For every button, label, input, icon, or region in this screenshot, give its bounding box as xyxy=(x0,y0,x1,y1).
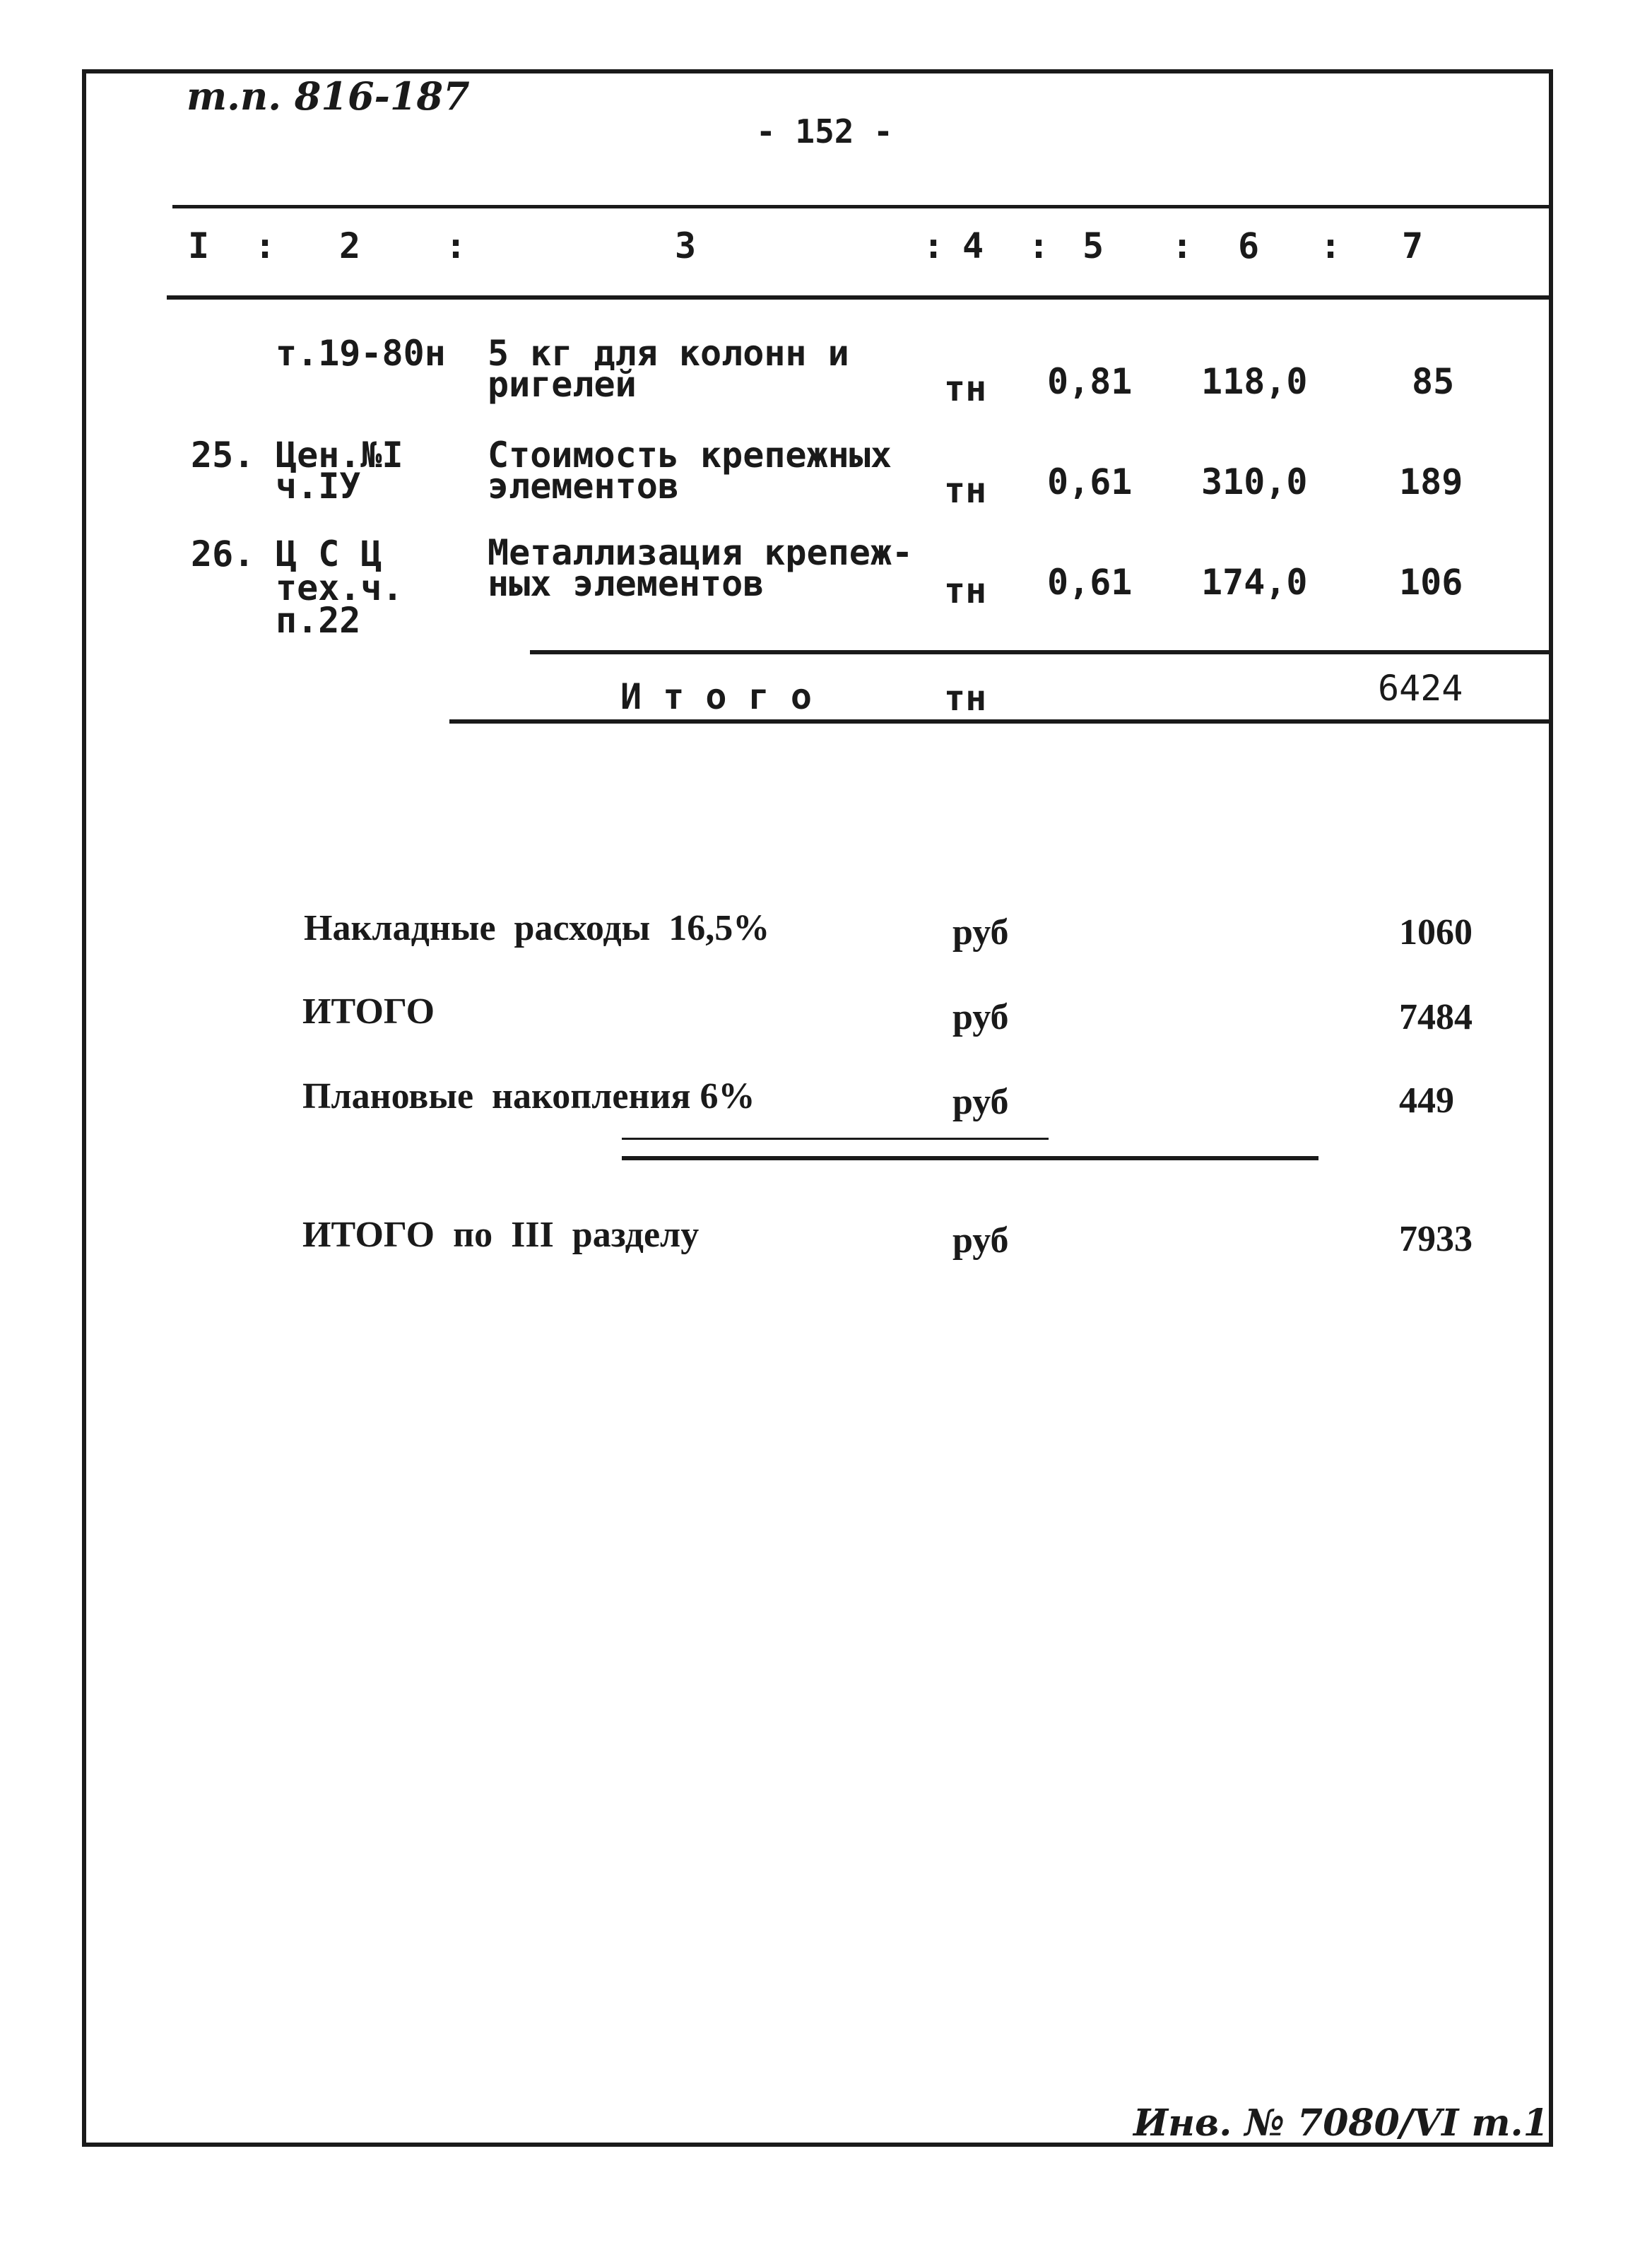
row-total: 85 xyxy=(1412,361,1455,402)
row-unit: тн xyxy=(944,570,987,611)
row-number: 25. xyxy=(191,435,255,476)
subtotal-value: 6424 xyxy=(1378,668,1463,709)
subtotal-label: И т о г о xyxy=(620,676,812,717)
subtotal-unit: тн xyxy=(944,678,987,719)
column-separator: : xyxy=(254,225,276,266)
row-qty: 0,61 xyxy=(1047,461,1133,502)
column-header-7: 7 xyxy=(1402,225,1424,266)
summary-unit: руб xyxy=(952,997,1009,1037)
summary-label: ИТОГО xyxy=(302,991,435,1032)
header-top-rule xyxy=(172,205,1553,208)
row-name-line: элементов xyxy=(488,466,679,507)
row-name-line: Металлизация крепеж- xyxy=(488,532,914,573)
row-name-line: 5 кг для колонн и xyxy=(488,333,849,374)
summary-thin-rule xyxy=(622,1138,1049,1140)
summary-label: Накладные расходы 16,5% xyxy=(304,908,770,948)
column-header-4: 4 xyxy=(962,225,984,266)
summary-thick-rule xyxy=(622,1156,1318,1160)
row-total: 106 xyxy=(1399,562,1463,603)
inventory-note: Инв. № 7080/VI т.1 xyxy=(1133,2102,1549,2145)
summary-label: Плановые накопления 6% xyxy=(302,1076,755,1116)
row-code: тех.ч. xyxy=(276,567,403,608)
column-separator: : xyxy=(1172,225,1193,266)
document-reference: т.п. 816-187 xyxy=(187,73,470,119)
header-bottom-rule xyxy=(167,295,1553,300)
row-price: 118,0 xyxy=(1201,361,1308,402)
row-name-line: ригелей xyxy=(488,364,637,405)
summary-value: 7933 xyxy=(1399,1219,1473,1259)
row-code: п.22 xyxy=(276,600,361,641)
summary-unit: руб xyxy=(952,912,1009,953)
row-code: т.19-80н xyxy=(276,333,446,374)
column-header-5: 5 xyxy=(1082,225,1104,266)
page-number: - 152 - xyxy=(756,112,893,151)
row-total: 189 xyxy=(1399,461,1463,502)
column-header-2: 2 xyxy=(339,225,361,266)
column-separator: : xyxy=(1320,225,1342,266)
row-qty: 0,61 xyxy=(1047,562,1133,603)
row-number: 26. xyxy=(191,534,255,574)
summary-value: 7484 xyxy=(1399,997,1473,1037)
row-name-line: Стоимость крепежных xyxy=(488,435,892,476)
row-price: 310,0 xyxy=(1201,461,1308,502)
summary-unit: руб xyxy=(952,1082,1009,1122)
subtotal-top-rule xyxy=(530,650,1553,654)
subtotal-bottom-rule xyxy=(449,719,1553,724)
row-unit: тн xyxy=(944,368,987,409)
row-code: Ц С Ц xyxy=(276,534,382,574)
row-qty: 0,81 xyxy=(1047,361,1133,402)
column-separator: : xyxy=(923,225,945,266)
summary-unit: руб xyxy=(952,1220,1009,1261)
summary-label: ИТОГО по III разделу xyxy=(302,1215,700,1255)
row-name-line: ных элементов xyxy=(488,563,765,604)
column-separator: : xyxy=(445,225,467,266)
summary-value: 449 xyxy=(1399,1080,1454,1121)
row-price: 174,0 xyxy=(1201,562,1308,603)
column-header-3: 3 xyxy=(675,225,697,266)
row-code: Цен.№I xyxy=(276,435,403,476)
row-unit: тн xyxy=(944,470,987,511)
column-header-1: I xyxy=(188,225,210,266)
summary-value: 1060 xyxy=(1399,912,1473,953)
column-separator: : xyxy=(1028,225,1050,266)
column-header-6: 6 xyxy=(1238,225,1260,266)
row-code: ч.IУ xyxy=(276,466,361,507)
